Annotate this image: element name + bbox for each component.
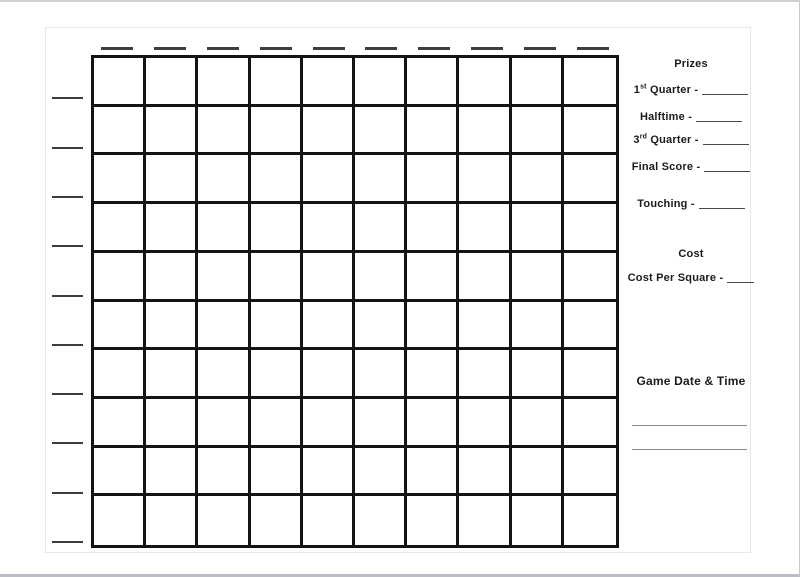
row-number-blank: [52, 393, 83, 395]
grid-cell: [407, 107, 459, 156]
grid-cell: [94, 496, 146, 545]
prize-label: 3: [633, 134, 640, 146]
row-number-blank: [52, 442, 83, 444]
prize-third-quarter: [621, 134, 761, 146]
grid-cell: [355, 58, 407, 107]
grid-cell: [146, 107, 198, 156]
grid-cell: [564, 155, 616, 204]
row-number-blank: [52, 492, 83, 494]
column-number-blank: [207, 47, 239, 50]
grid-cell: [251, 204, 303, 253]
fill-in-blank: [727, 280, 754, 283]
grid-cell: [459, 302, 511, 351]
grid-cell: [459, 107, 511, 156]
game-time-line: [632, 449, 747, 450]
grid-cell: [198, 350, 250, 399]
fill-in-blank: [696, 119, 742, 122]
grid-cell: [303, 496, 355, 545]
grid-cell: [564, 58, 616, 107]
grid-cell: [407, 253, 459, 302]
prize-final-score: [621, 161, 761, 173]
column-number-blank: [365, 47, 397, 50]
grid-cell: [146, 496, 198, 545]
grid-cell: [564, 496, 616, 545]
column-number-blank: [313, 47, 345, 50]
grid-cell: [512, 448, 564, 497]
document-page: [45, 27, 751, 553]
grid-cell: [355, 496, 407, 545]
grid-cell: [459, 399, 511, 448]
grid-cell: [146, 253, 198, 302]
grid-cell: [303, 302, 355, 351]
grid-cell: [512, 107, 564, 156]
cost-label: Cost Per Square -: [627, 272, 724, 284]
grid-cell: [251, 496, 303, 545]
grid-cell: [251, 253, 303, 302]
fill-in-blank: [702, 92, 748, 95]
grid-cell: [355, 399, 407, 448]
grid-cell: [355, 107, 407, 156]
grid-cell: [146, 155, 198, 204]
grid-cell: [198, 204, 250, 253]
grid-cell: [146, 204, 198, 253]
grid-cell: [407, 350, 459, 399]
grid-cell: [94, 58, 146, 107]
row-number-blank: [52, 196, 83, 198]
grid-cell: [564, 399, 616, 448]
row-number-blank: [52, 97, 83, 99]
row-number-blank: [52, 147, 83, 149]
grid-cell: [146, 302, 198, 351]
row-number-blank: [52, 245, 83, 247]
grid-cell: [459, 253, 511, 302]
grid-cell: [303, 448, 355, 497]
grid-cell: [512, 399, 564, 448]
grid-cell: [146, 399, 198, 448]
grid-cell: [198, 107, 250, 156]
grid-cell: [512, 155, 564, 204]
prizes-header: Prizes: [674, 58, 708, 70]
grid-cell: [94, 253, 146, 302]
fill-in-blank: [699, 206, 745, 209]
grid-cell: [407, 399, 459, 448]
grid-cell: [564, 253, 616, 302]
grid-cell: [512, 350, 564, 399]
grid-cell: [303, 399, 355, 448]
grid-cell: [564, 350, 616, 399]
grid-cell: [198, 155, 250, 204]
grid-cell: [355, 448, 407, 497]
grid-cell: [512, 58, 564, 107]
grid-cell: [198, 496, 250, 545]
prize-touching: [621, 198, 761, 210]
column-number-blank: [471, 47, 503, 50]
grid-cell: [198, 448, 250, 497]
grid-cell: [564, 204, 616, 253]
grid-cell: [303, 155, 355, 204]
grid-cell: [94, 155, 146, 204]
grid-cell: [146, 350, 198, 399]
grid-cell: [564, 302, 616, 351]
column-number-blank: [260, 47, 292, 50]
squares-grid: [91, 55, 619, 548]
prize-label: Halftime -: [639, 111, 693, 123]
row-number-blank: [52, 295, 83, 297]
grid-cell: [459, 204, 511, 253]
grid-cell: [251, 58, 303, 107]
grid-cell: [94, 204, 146, 253]
grid-cell: [407, 58, 459, 107]
grid-cell: [407, 496, 459, 545]
grid-cell: [198, 253, 250, 302]
grid-cell: [355, 204, 407, 253]
grid-cell: [459, 496, 511, 545]
grid-cell: [459, 155, 511, 204]
prize-label: Quarter -: [646, 84, 699, 96]
grid-cell: [251, 350, 303, 399]
prize-label: Final Score -: [631, 161, 701, 173]
grid-cell: [94, 107, 146, 156]
grid-cell: [459, 350, 511, 399]
grid-cell: [303, 107, 355, 156]
grid-cell: [94, 302, 146, 351]
grid-cell: [198, 399, 250, 448]
grid-cell: [512, 204, 564, 253]
grid-cell: [407, 448, 459, 497]
grid-cell: [303, 350, 355, 399]
grid-cell: [146, 448, 198, 497]
prize-label: Touching -: [637, 198, 695, 210]
grid-cell: [94, 350, 146, 399]
grid-cell: [355, 302, 407, 351]
grid-cell: [459, 448, 511, 497]
grid-cell: [355, 350, 407, 399]
column-number-blank: [101, 47, 133, 50]
grid-cell: [407, 155, 459, 204]
ordinal-suffix: st: [640, 83, 647, 91]
column-number-blank: [524, 47, 556, 50]
column-number-blank: [154, 47, 186, 50]
grid-cell: [94, 399, 146, 448]
grid-cell: [355, 155, 407, 204]
column-number-blank: [577, 47, 609, 50]
grid-cell: [251, 399, 303, 448]
prize-label: 1: [633, 84, 641, 96]
row-number-blank: [52, 541, 83, 543]
grid-cell: [303, 58, 355, 107]
row-number-blank: [52, 344, 83, 346]
game-date-line: [632, 425, 747, 426]
grid-cell: [251, 302, 303, 351]
grid-cell: [94, 448, 146, 497]
column-number-blank: [418, 47, 450, 50]
ordinal-suffix: rd: [639, 133, 648, 141]
prize-label: Quarter -: [647, 134, 699, 146]
grid-cell: [198, 58, 250, 107]
cost-per-square: [621, 272, 761, 284]
prize-halftime: [621, 111, 761, 123]
grid-cell: [355, 253, 407, 302]
grid-cell: [303, 253, 355, 302]
grid-cell: [407, 302, 459, 351]
grid-cell: [512, 253, 564, 302]
grid-cell: [512, 302, 564, 351]
prize-first-quarter: [621, 84, 761, 96]
cost-header: Cost: [678, 248, 704, 260]
grid-cell: [198, 302, 250, 351]
grid-cell: [146, 58, 198, 107]
grid-cell: [459, 58, 511, 107]
grid-cell: [251, 448, 303, 497]
grid-cell: [512, 496, 564, 545]
grid-cell: [303, 204, 355, 253]
fill-in-blank: [704, 169, 750, 172]
game-date-time-header: Game Date & Time: [636, 374, 746, 388]
sidebar: [621, 28, 761, 548]
grid-cell: [251, 107, 303, 156]
grid-cell: [407, 204, 459, 253]
fill-in-blank: [703, 142, 749, 145]
grid-cell: [564, 448, 616, 497]
grid-cell: [251, 155, 303, 204]
grid-cell: [564, 107, 616, 156]
